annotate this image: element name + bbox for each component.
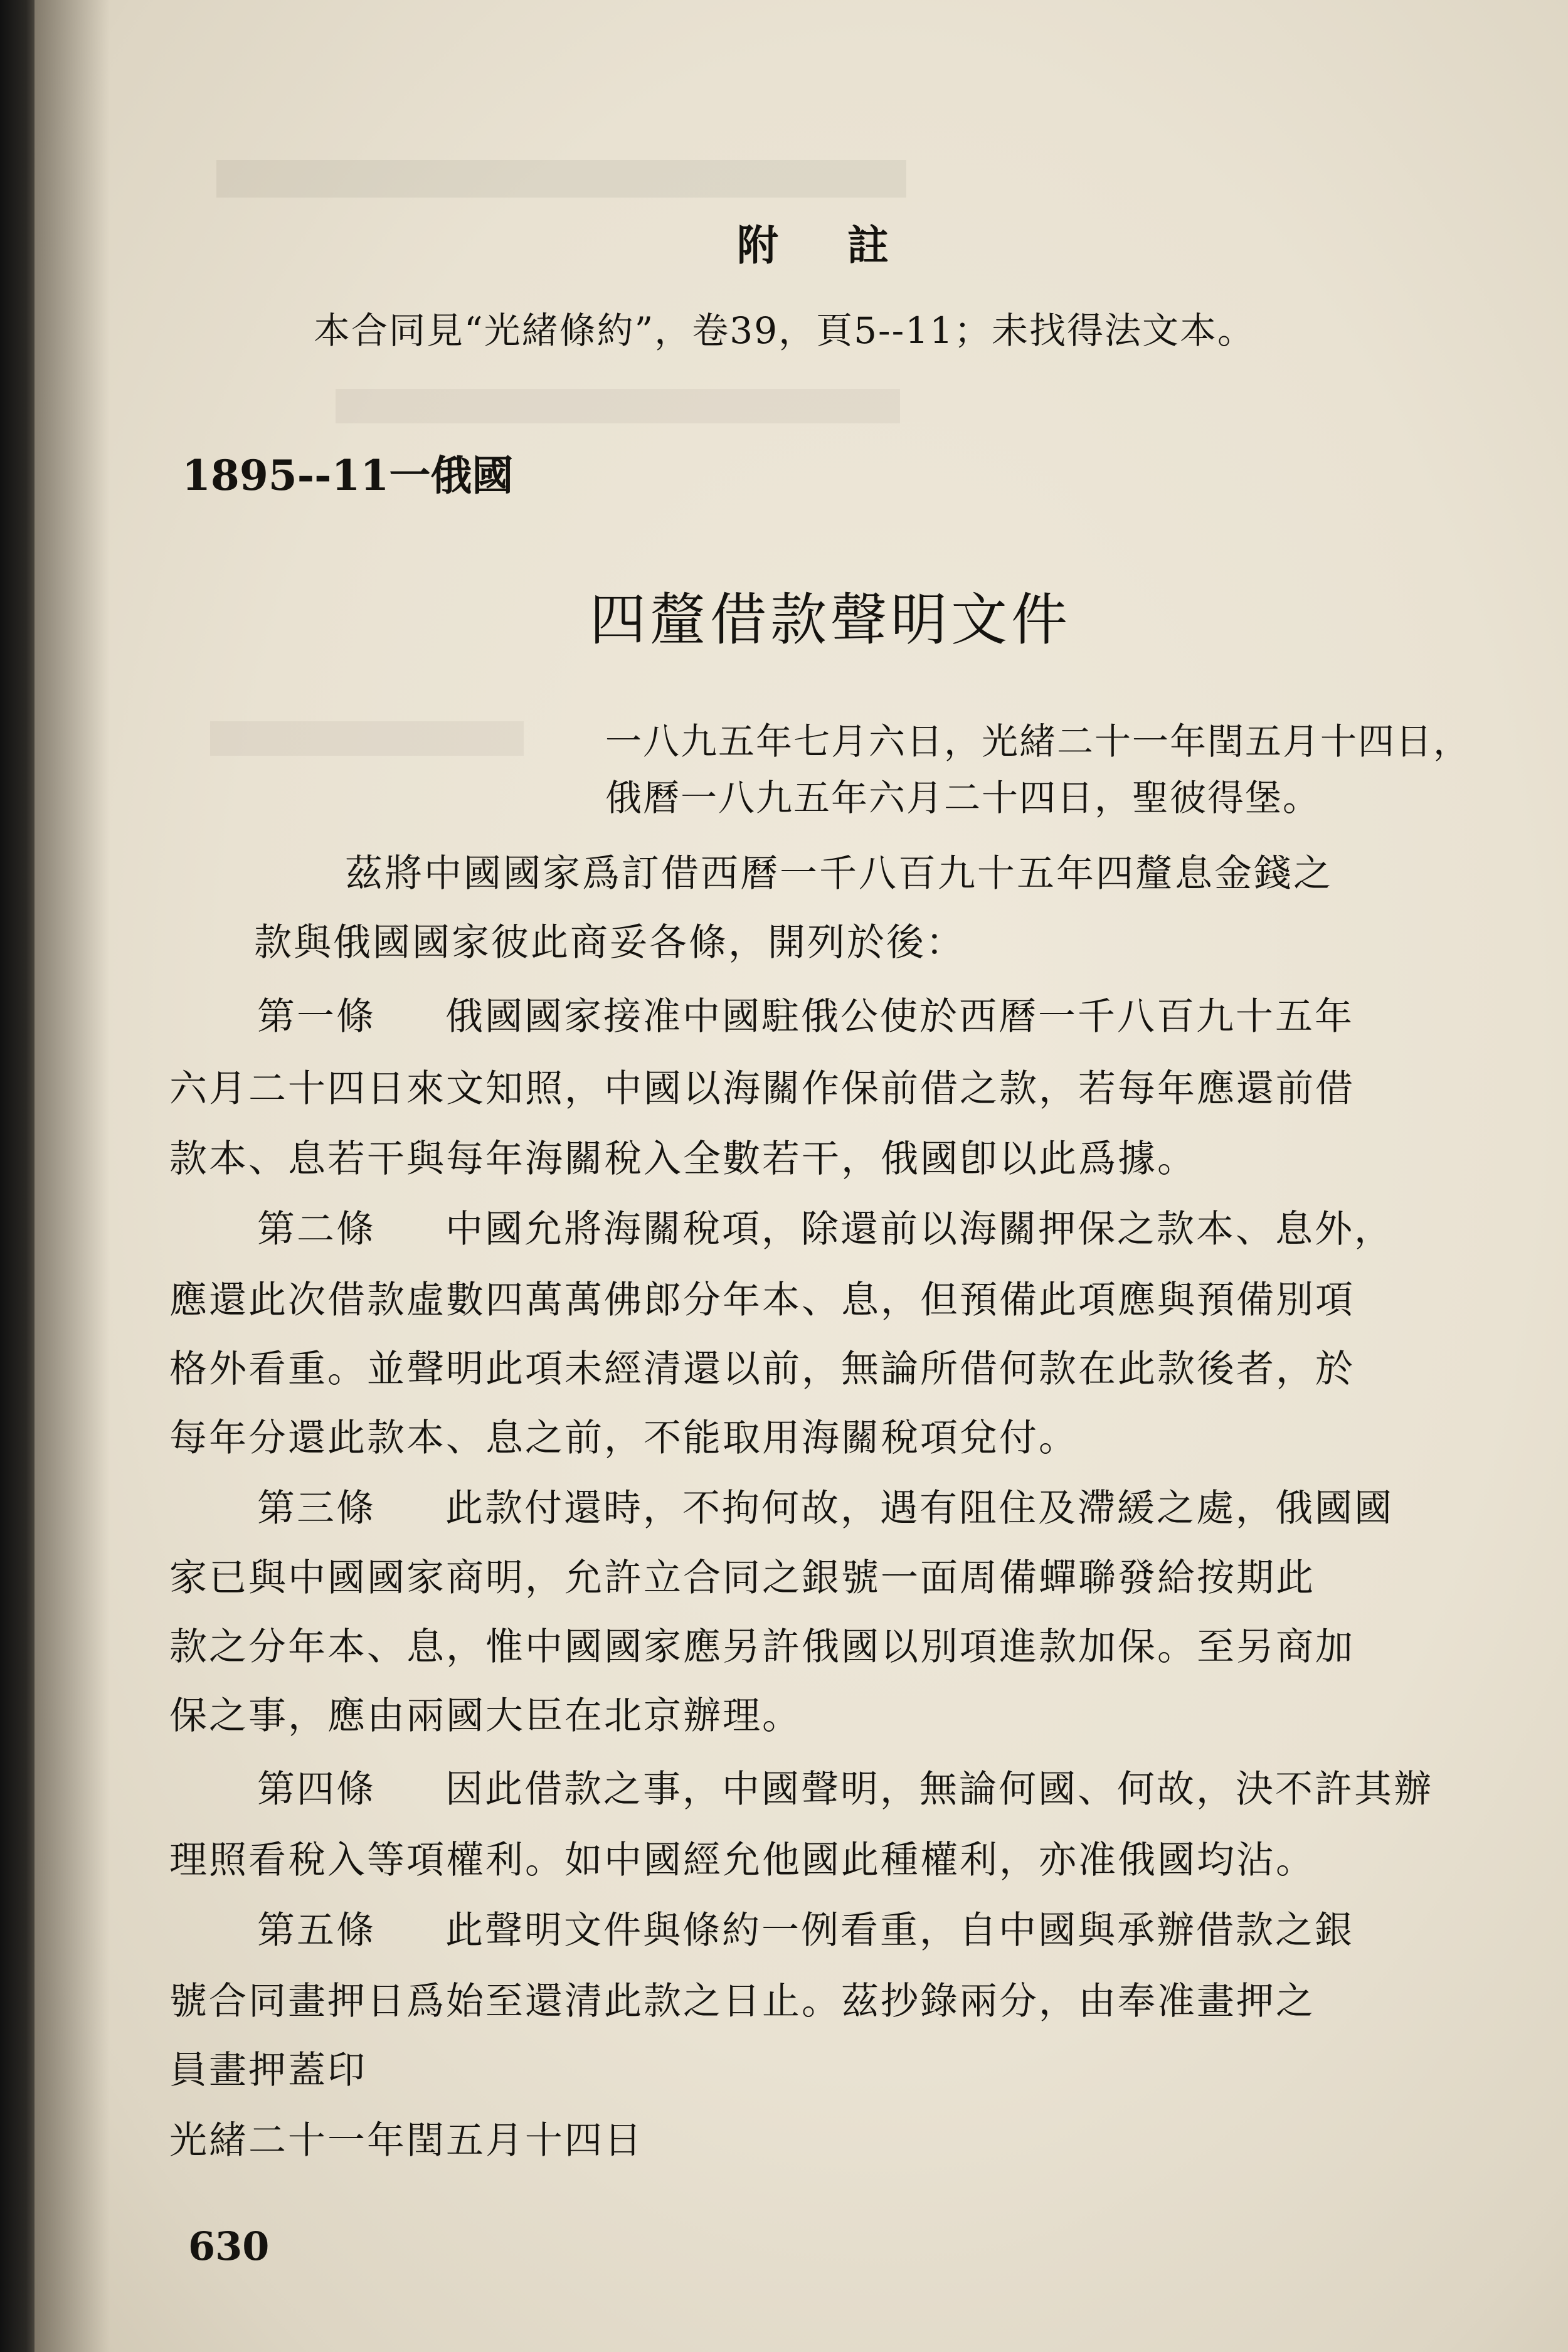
article-line: 應還此次借款虛數四萬萬佛郎分年本、息，但預備此項應與預備別項 bbox=[169, 1278, 1355, 1322]
article-label: 第三條 bbox=[257, 1486, 376, 1530]
article-line: 保之事，應由兩國大臣在北京辦理。 bbox=[169, 1694, 802, 1738]
article-label: 第四條 bbox=[257, 1767, 376, 1811]
closing-date: 光緒二十一年閏五月十四日 bbox=[169, 2119, 644, 2163]
article-line: 款本、息若干與每年海關稅入全數若干，俄國卽以此爲據。 bbox=[169, 1137, 1197, 1181]
bleed-through-smudge bbox=[216, 160, 906, 198]
article-3 bbox=[257, 1478, 1394, 1532]
document-title: 四釐借款聲明文件 bbox=[590, 587, 1071, 653]
date-line: 俄曆一八九五年六月二十四日，聖彼得堡。 bbox=[605, 776, 1321, 819]
article-label: 第二條 bbox=[257, 1207, 376, 1251]
article-line: 理照看稅入等項權利。如中國經允他國此種權利，亦准俄國均沾。 bbox=[169, 1838, 1315, 1882]
article-line: 俄國國家接准中國駐俄公使於西曆一千八百九十五年 bbox=[445, 995, 1354, 1039]
article-line: 格外看重。並聲明此項未經清還以前，無論所借何款在此款後者，於 bbox=[169, 1347, 1355, 1391]
document-reference: 1895--11一俄國 bbox=[182, 451, 514, 500]
article-line: 因此借款之事，中國聲明，無論何國、何故，決不許其辦 bbox=[445, 1767, 1433, 1811]
bleed-through-smudge bbox=[210, 721, 524, 756]
date-line: 一八九五年七月六日，光緒二十一年閏五月十四日， bbox=[605, 720, 1471, 763]
page-gutter-shadow bbox=[34, 0, 110, 2352]
article-line: 此款付還時，不拘何故，遇有阻住及滯緩之處，俄國國 bbox=[445, 1486, 1394, 1530]
article-line: 六月二十四日來文知照，中國以海關作保前借之款，若每年應還前借 bbox=[169, 1067, 1355, 1111]
article-label: 第一條 bbox=[257, 995, 376, 1039]
note-title: 附註 bbox=[737, 221, 958, 270]
article-line: 中國允將海關稅項，除還前以海關押保之款本、息外， bbox=[445, 1207, 1394, 1251]
article-line: 員畫押蓋印 bbox=[169, 2048, 367, 2092]
article-2 bbox=[257, 1199, 1394, 1253]
preamble-line: 款與俄國國家彼此商妥各條，開列於後： bbox=[254, 921, 965, 965]
note-text: 本合同見“光緒條約”，卷39，頁5--11；未找得法文本。 bbox=[314, 309, 1256, 352]
bleed-through-smudge bbox=[336, 389, 900, 423]
article-line: 家已與中國國家商明，允許立合同之銀號一面周備蟬聯發給按期此 bbox=[169, 1556, 1315, 1600]
article-1 bbox=[257, 987, 1354, 1041]
article-5 bbox=[257, 1900, 1354, 1954]
article-4 bbox=[257, 1759, 1433, 1813]
book-page bbox=[34, 0, 1568, 2352]
article-line: 款之分年本、息，惟中國國家應另許俄國以別項進款加保。至另商加 bbox=[169, 1625, 1355, 1669]
page-number: 630 bbox=[188, 2223, 270, 2269]
article-line: 每年分還此款本、息之前，不能取用海關稅項兌付。 bbox=[169, 1416, 1078, 1460]
article-label: 第五條 bbox=[257, 1909, 376, 1952]
article-line: 號合同畫押日爲始至還清此款之日止。茲抄錄兩分，由奉准畫押之 bbox=[169, 1979, 1315, 2023]
article-line: 此聲明文件與條約一例看重，自中國與承辦借款之銀 bbox=[445, 1909, 1354, 1952]
preamble-line: 茲將中國國家爲訂借西曆一千八百九十五年四釐息金錢之 bbox=[345, 852, 1333, 896]
